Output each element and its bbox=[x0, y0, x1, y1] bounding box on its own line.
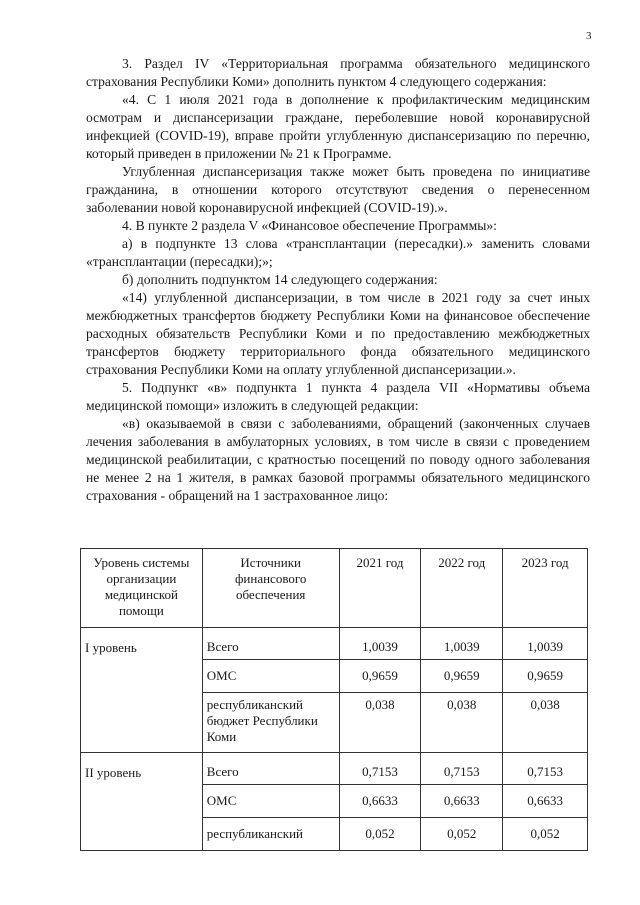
value-cell: 0,038 bbox=[421, 693, 503, 753]
header-2021: 2021 год bbox=[339, 549, 421, 628]
paragraph: а) в подпункте 13 слова «трансплантации (пересадки).» заменить словами «трансплантации (пересадки);»; bbox=[86, 236, 590, 269]
value-cell: 0,052 bbox=[503, 818, 588, 851]
value-cell: 1,0039 bbox=[503, 628, 588, 660]
paragraph: «в) оказываемой в связи с заболеваниями, обращений (законченных случаев лечения заболевания в амбулаторных условиях, в том числе в связи с проведением медицинской реабилитации, с кратностью посещений по поводу одного заболевания не менее 2 на 1 жителя, в рамках базовой программы обязательного медицинского страхования - обращений на 1 застрахованное лицо: bbox=[86, 416, 590, 503]
header-level: Уровень системы организации медицинской помощи bbox=[81, 549, 203, 628]
source-cell: республиканский bbox=[202, 818, 339, 851]
header-2022: 2022 год bbox=[421, 549, 503, 628]
table-header-row bbox=[81, 549, 588, 628]
paragraph: 3. Раздел IV «Территориальная программа обязательного медицинского страхования Республики Коми» дополнить пунктом 4 следующего содержания: bbox=[86, 56, 590, 89]
level-2-label: II уровень bbox=[81, 753, 203, 851]
document-body bbox=[86, 55, 590, 505]
value-cell: 0,052 bbox=[339, 818, 421, 851]
level-1-label: I уровень bbox=[81, 628, 203, 753]
header-2023: 2023 год bbox=[503, 549, 588, 628]
value-cell: 0,7153 bbox=[421, 753, 503, 785]
norms-table bbox=[80, 548, 588, 851]
paragraph: 4. В пункте 2 раздела V «Финансовое обеспечение Программы»: bbox=[122, 218, 497, 233]
header-source: Источники финансового обеспечения bbox=[202, 549, 339, 628]
value-cell: 0,6633 bbox=[503, 785, 588, 818]
value-cell: 0,6633 bbox=[421, 785, 503, 818]
value-cell: 1,0039 bbox=[339, 628, 421, 660]
value-cell: 0,038 bbox=[339, 693, 421, 753]
page-number: 3 bbox=[586, 30, 592, 42]
paragraph: 5. Подпункт «в» подпункта 1 пункта 4 раздела VII «Нормативы объема медицинской помощи» изложить в следующей редакции: bbox=[86, 380, 590, 413]
value-cell: 1,0039 bbox=[421, 628, 503, 660]
source-cell: ОМС bbox=[202, 660, 339, 693]
value-cell: 0,7153 bbox=[339, 753, 421, 785]
value-cell: 0,052 bbox=[421, 818, 503, 851]
paragraph: б) дополнить подпунктом 14 следующего содержания: bbox=[122, 272, 438, 287]
table-row bbox=[81, 628, 588, 660]
source-cell: Всего bbox=[202, 753, 339, 785]
value-cell: 0,9659 bbox=[421, 660, 503, 693]
value-cell: 0,038 bbox=[503, 693, 588, 753]
paragraph: «4. С 1 июля 2021 года в дополнение к профилактическим медицинским осмотрам и диспансеризации граждане, переболевшие новой коронавирусной инфекцией (COVID-19), вправе пройти углубленную диспансеризацию по перечню, который приведен в приложении № 21 к Программе. bbox=[86, 92, 590, 161]
value-cell: 0,7153 bbox=[503, 753, 588, 785]
source-cell: республиканский бюджет Республики Коми bbox=[202, 693, 339, 753]
source-cell: ОМС bbox=[202, 785, 339, 818]
table-row bbox=[81, 753, 588, 785]
value-cell: 0,9659 bbox=[503, 660, 588, 693]
source-cell: Всего bbox=[202, 628, 339, 660]
value-cell: 0,6633 bbox=[339, 785, 421, 818]
paragraph: Углубленная диспансеризация также может быть проведена по инициативе гражданина, в отношении которого отсутствуют сведения о перенесенном заболевании новой коронавирусной инфекцией (COVID-19).». bbox=[86, 164, 590, 215]
value-cell: 0,9659 bbox=[339, 660, 421, 693]
paragraph: «14) углубленной диспансеризации, в том числе в 2021 году за счет иных межбюджетных трансфертов бюджету Республики Коми на финансовое обеспечение расходных обязательств Республики Коми и по предоставлению межбюджетных трансфертов бюджету территориального фонда обязательного медицинского страхования Республики Коми на оплату углубленной диспансеризации.». bbox=[86, 290, 590, 377]
